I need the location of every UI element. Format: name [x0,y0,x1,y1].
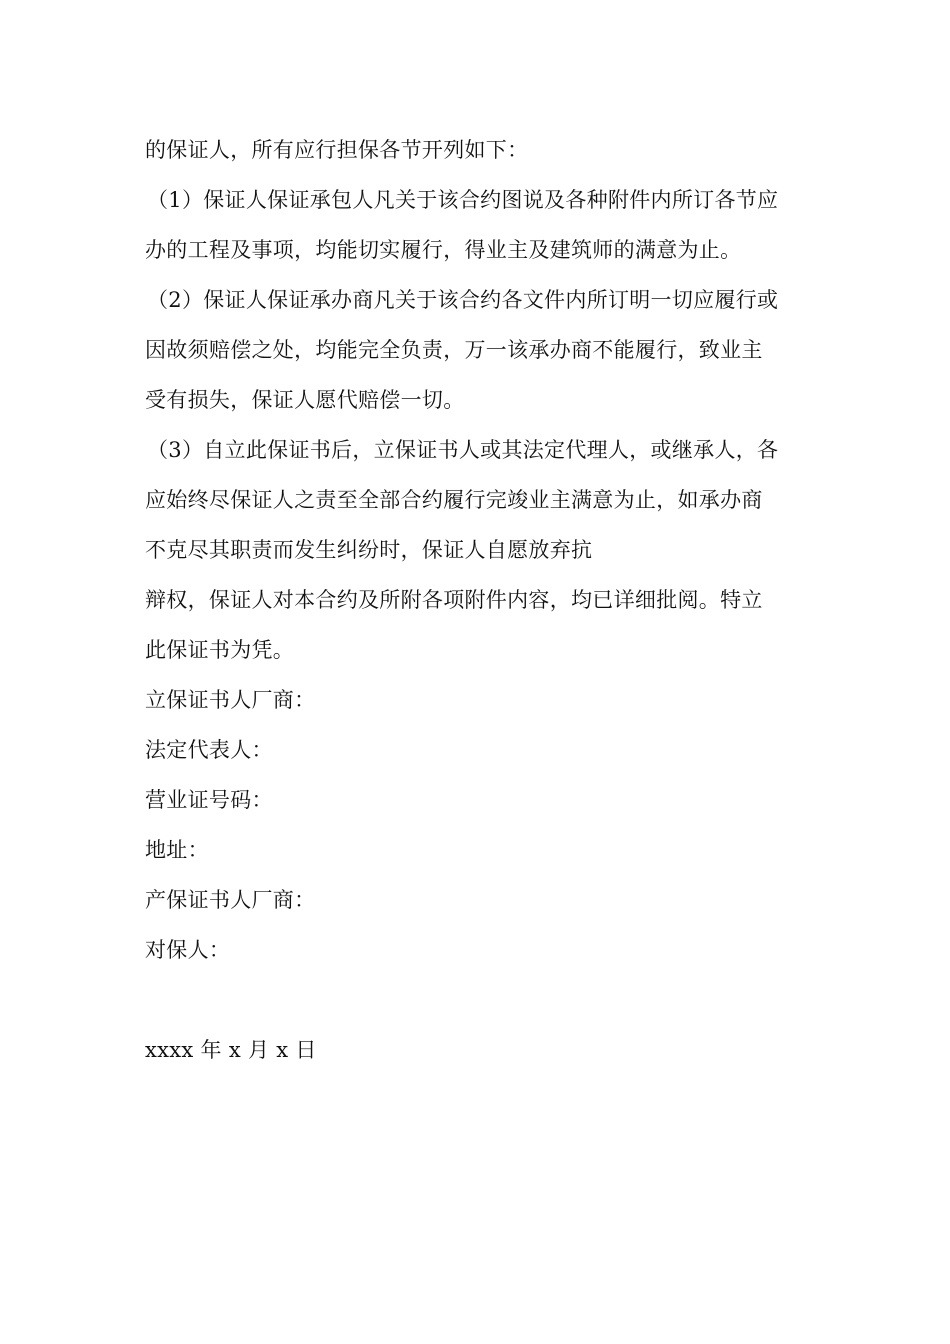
guarantor-company-field: 立保证书人厂商： [145,688,316,712]
date-line: xxxx 年 x 月 x 日 [145,1038,317,1062]
clause-3-line-3: 不克尽其职责而发生纠纷时，保证人自愿放弃抗 [145,538,593,562]
clause-1-line-1: （1）保证人保证承包人凡关于该合约图说及各种附件内所订各节应 [147,188,779,212]
second-guarantor-company-field: 产保证书人厂商： [145,888,316,912]
clause-2-line-1: （2）保证人保证承办商凡关于该合约各文件内所订明一切应履行或 [147,288,779,312]
clause-3-line-5: 此保证书为凭。 [145,638,295,662]
address-field: 地址： [145,838,209,862]
business-license-number-field: 营业证号码： [145,788,273,812]
clause-2-line-2: 因故须赔偿之处，均能完全负责，万一该承办商不能履行，致业主 [145,338,763,362]
clause-3-line-1: （3）自立此保证书后，立保证书人或其法定代理人，或继承人，各 [147,438,779,462]
legal-representative-field: 法定代表人： [145,738,273,762]
clause-1-line-2: 办的工程及事项，均能切实履行，得业主及建筑师的满意为止。 [145,238,742,262]
clause-3-line-2: 应始终尽保证人之责至全部合约履行完竣业主满意为止，如承办商 [145,488,763,512]
clause-3-line-4: 辩权，保证人对本合约及所附各项附件内容，均已详细批阅。特立 [145,588,763,612]
clause-2-line-3: 受有损失，保证人愿代赔偿一切。 [145,388,465,412]
text-line-1: 的保证人，所有应行担保各节开列如下： [145,138,529,162]
counter-guarantor-field: 对保人： [145,938,231,962]
